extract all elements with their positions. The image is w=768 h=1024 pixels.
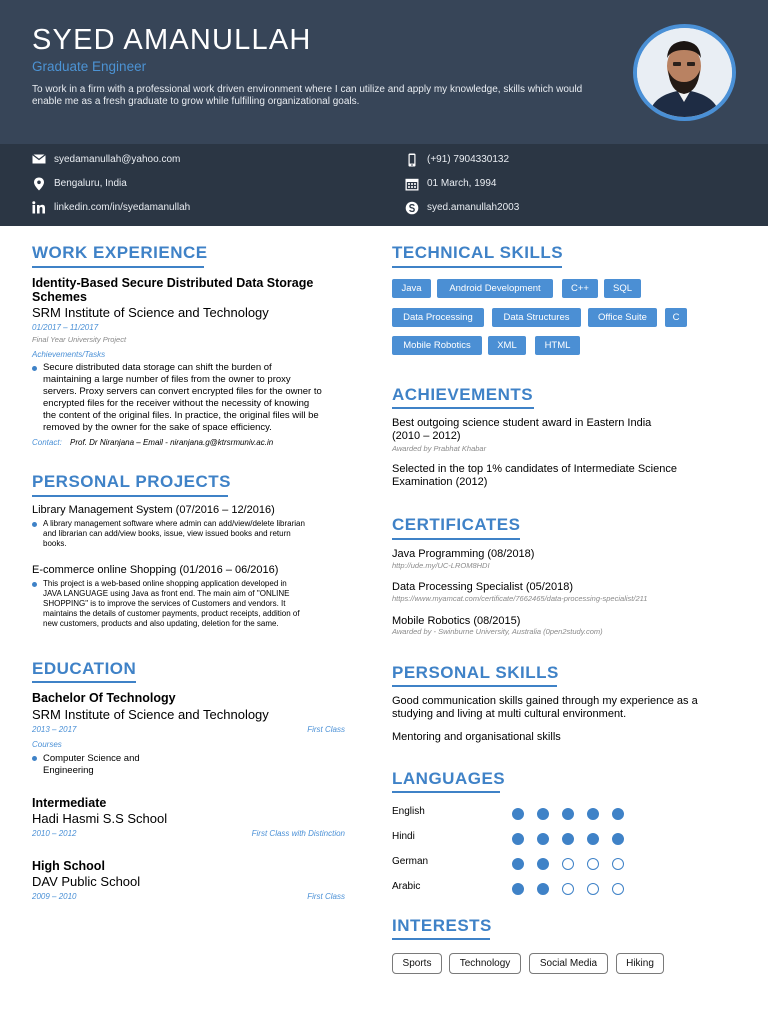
- section-title-personal-skills: PERSONAL SKILLS: [392, 663, 559, 682]
- education-grade: First Class: [307, 892, 345, 901]
- achievement-item: [392, 417, 736, 442]
- education-dates: 2013 – 2017: [32, 725, 77, 734]
- language-level-dot-filled: [512, 858, 524, 870]
- bullet: [32, 366, 37, 371]
- section-underline: [32, 266, 204, 268]
- certificate-link[interactable]: http://ude.my/UC-LROM8HDI: [392, 561, 490, 570]
- project-line: A library management software where admin can add/view/delete librarian: [43, 519, 305, 528]
- dob-text: 01 March, 1994: [427, 178, 497, 189]
- certificate-issuer: Awarded by - Swinburne University, Australia (0pen2study.com): [392, 627, 603, 636]
- language-level-dot-filled: [587, 833, 599, 845]
- section-title-interests: INTERESTS: [392, 916, 492, 935]
- section-title-certificates: CERTIFICATES: [392, 515, 521, 534]
- project-description: [43, 579, 363, 629]
- skill-chip: Data Structures: [492, 308, 581, 327]
- linkedin-text: linkedin.com/in/syedamanullah: [54, 202, 191, 213]
- interest-tag: Social Media: [529, 953, 608, 974]
- personal-skill-line: Good communication skills gained through my experience as a: [392, 695, 698, 707]
- course-line: Engineering: [43, 765, 94, 776]
- education-courses-label: Courses: [32, 740, 62, 749]
- project-name: Library Management System (07/2016 – 12/2016): [32, 504, 275, 516]
- contact-linkedin[interactable]: [32, 200, 332, 216]
- project-line: JAVA LANGUAGE using Java as front end. The main aim of "ONLINE: [43, 589, 290, 598]
- skill-chip: SQL: [604, 279, 641, 298]
- course-line: Computer Science and: [43, 753, 140, 764]
- education-degree: Bachelor Of Technology: [32, 691, 176, 705]
- project-line: SHOPPING" is to improve the services of Customers and vendors. It: [43, 599, 286, 608]
- certificate-name: Mobile Robotics (08/2015): [392, 615, 521, 627]
- task-line: encrypted files for the receiver without the necessity of knowing: [43, 398, 310, 409]
- contact-dob: [405, 176, 705, 192]
- language-level-dot-filled: [537, 858, 549, 870]
- section-underline: [392, 938, 490, 940]
- profile-photo: [633, 24, 736, 121]
- job-tasks-label: Achievements/Tasks: [32, 350, 106, 359]
- job-contact-value: Prof. Dr Niranjana – Email - niranjana.g@ktrsrmuniv.ac.in: [70, 438, 274, 447]
- bullet: [32, 522, 37, 527]
- section-underline: [392, 266, 562, 268]
- language-level-dot-filled: [512, 883, 524, 895]
- interest-tag: Technology: [449, 953, 521, 974]
- certificate-link[interactable]: https://www.myamcat.com/certificate/7662465/data-processing-specialist/211: [392, 594, 648, 603]
- project-line: books.: [43, 539, 67, 548]
- location-text: Bengaluru, India: [54, 178, 127, 189]
- job-title-line: Identity-Based Secure Distributed Data Storage: [32, 276, 314, 290]
- achievement-item: [392, 463, 736, 488]
- achievement-line: Selected in the top 1% candidates of Intermediate Science: [392, 463, 677, 475]
- job-task-description: [43, 362, 363, 434]
- section-underline: [32, 681, 136, 683]
- section-title-work-experience: WORK EXPERIENCE: [32, 243, 208, 262]
- language-level-dot-empty: [612, 858, 624, 870]
- language-level-dot-empty: [612, 883, 624, 895]
- task-line: maintaining a large number of files from the owner to proxy: [43, 374, 291, 385]
- skype-text: syed.amanullah2003: [427, 202, 520, 213]
- language-level-dot-filled: [612, 833, 624, 845]
- job-project-type: Final Year University Project: [32, 335, 127, 344]
- language-level-dot-filled: [512, 833, 524, 845]
- location-pin-icon: [32, 177, 46, 191]
- interest-tag: Sports: [392, 953, 442, 974]
- resume-header: [0, 0, 768, 144]
- contact-skype[interactable]: [405, 200, 705, 216]
- section-title-languages: LANGUAGES: [392, 769, 506, 788]
- language-name: German: [392, 856, 429, 867]
- personal-skill-line: studying and living at multi cultural environment.: [392, 707, 627, 720]
- section-title-technical-skills: TECHNICAL SKILLS: [392, 243, 564, 262]
- interest-tag: Hiking: [616, 953, 664, 974]
- language-name: Arabic: [392, 881, 421, 892]
- skill-chip: Android Development: [437, 279, 553, 298]
- profile-photo-image: [637, 28, 732, 117]
- language-level-dot-filled: [562, 833, 574, 845]
- skill-chip: Java: [392, 279, 431, 298]
- task-line: servers. Proxy servers can convert encrypted files for the owner to: [43, 386, 322, 397]
- certificate-name: Java Programming (08/2018): [392, 548, 535, 560]
- education-school: SRM Institute of Science and Technology: [32, 707, 269, 722]
- language-level-dot-empty: [587, 883, 599, 895]
- skill-chip: XML: [488, 336, 526, 355]
- task-line: Secure distributed data storage can shift the burden of: [43, 362, 272, 373]
- language-level-dot-empty: [587, 858, 599, 870]
- smartphone-icon: [405, 153, 419, 167]
- language-level-dot-filled: [537, 833, 549, 845]
- skill-chip: Mobile Robotics: [392, 336, 482, 355]
- bullet: [32, 756, 37, 761]
- education-grade: First Class with Distinction: [251, 829, 345, 838]
- personal-skill-item: Mentoring and organisational skills: [392, 731, 561, 743]
- job-title-line: Schemes: [32, 290, 87, 304]
- language-level-dot-filled: [562, 808, 574, 820]
- achievement-line: (2010 – 2012): [392, 429, 461, 442]
- achievement-line: Examination (2012): [392, 475, 488, 488]
- achievement-line: Best outgoing science student award in Eastern India: [392, 417, 652, 429]
- project-description: [43, 519, 363, 549]
- project-line: This project is a web-based online shopping application developed in: [43, 579, 287, 588]
- project-line: maintains the details of customer payments, product receipts, addition of: [43, 609, 300, 618]
- skill-chip: Data Processing: [392, 308, 484, 327]
- section-underline: [392, 685, 557, 687]
- education-degree: Intermediate: [32, 796, 107, 810]
- section-title-education: EDUCATION: [32, 659, 137, 678]
- contact-email[interactable]: [32, 152, 332, 168]
- task-line: removed by the owner for the sake of space efficiency.: [43, 422, 272, 433]
- phone-text: (+91) 7904330132: [427, 154, 510, 165]
- skill-chip: C++: [562, 279, 598, 298]
- calendar-icon: [405, 177, 419, 191]
- task-line: the content of the original files. In practice, the original files will be: [43, 410, 319, 421]
- email-icon: [32, 153, 46, 165]
- language-level-dot-filled: [512, 808, 524, 820]
- bullet: [32, 582, 37, 587]
- career-summary: To work in a firm with a professional work driven environment where I can utilize and apply my knowledge, skills which would enable me as a fresh graduate to grow while fulfilling organizational goals.: [32, 84, 583, 107]
- skype-icon: [405, 201, 419, 215]
- candidate-role: Graduate Engineer: [32, 59, 147, 74]
- language-level-dot-filled: [612, 808, 624, 820]
- language-name: English: [392, 806, 425, 817]
- job-title: [32, 276, 348, 304]
- section-title-achievements: ACHIEVEMENTS: [392, 385, 534, 404]
- section-underline: [32, 495, 228, 497]
- language-name: Hindi: [392, 831, 415, 842]
- contact-phone[interactable]: [405, 152, 705, 168]
- language-level-dot-filled: [537, 808, 549, 820]
- personal-skill-item: [392, 695, 736, 720]
- project-line: new customers, products and also updating, deletion for the same.: [43, 619, 279, 628]
- job-organization: SRM Institute of Science and Technology: [32, 305, 269, 320]
- contact-location: [32, 176, 332, 192]
- linkedin-icon: [32, 201, 46, 214]
- candidate-name: SYED AMANULLAH: [32, 24, 312, 56]
- education-school: Hadi Hasmi S.S School: [32, 811, 168, 826]
- language-level-dot-filled: [587, 808, 599, 820]
- language-level-dot-empty: [562, 858, 574, 870]
- project-line: and librarian can add/view books, issue, view issued books and return: [43, 529, 291, 538]
- education-dates: 2010 – 2012: [32, 829, 77, 838]
- education-course: [43, 753, 243, 777]
- skill-chip: Office Suite: [588, 308, 657, 327]
- job-dates: 01/2017 – 11/2017: [32, 323, 99, 332]
- skill-chip: HTML: [535, 336, 580, 355]
- certificate-name: Data Processing Specialist (05/2018): [392, 581, 573, 593]
- education-grade: First Class: [307, 725, 345, 734]
- section-underline: [392, 791, 500, 793]
- job-contact: [32, 438, 273, 447]
- education-school: DAV Public School: [32, 874, 141, 889]
- email-text: syedamanullah@yahoo.com: [54, 154, 181, 165]
- section-underline: [392, 407, 534, 409]
- section-underline: [392, 538, 520, 540]
- contact-bar: [0, 144, 768, 226]
- language-level-dot-filled: [537, 883, 549, 895]
- education-dates: 2009 – 2010: [32, 892, 77, 901]
- achievement-awarded-by: Awarded by Prabhat Khabar: [392, 444, 487, 453]
- project-name: E-commerce online Shopping (01/2016 – 06/2016): [32, 564, 279, 576]
- job-contact-label: Contact:: [32, 438, 62, 447]
- skill-chip: C: [665, 308, 687, 327]
- language-level-dot-empty: [562, 883, 574, 895]
- section-title-personal-projects: PERSONAL PROJECTS: [32, 472, 232, 491]
- education-degree: High School: [32, 859, 105, 873]
